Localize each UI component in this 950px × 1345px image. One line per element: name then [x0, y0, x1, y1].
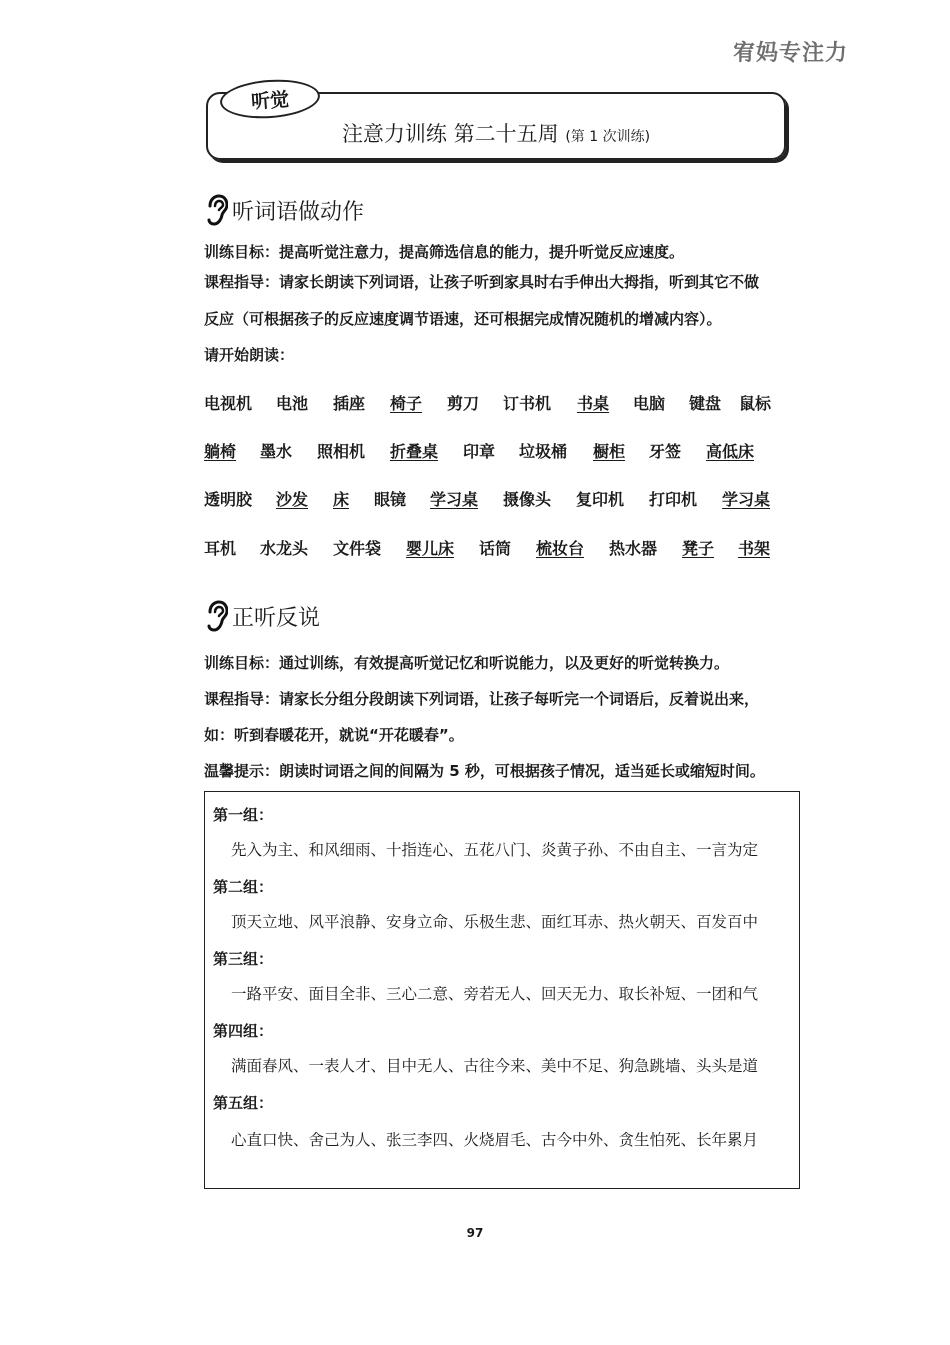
brand-title: 宥妈专注力 — [732, 41, 848, 66]
word-item-furniture: 书桌 — [577, 394, 610, 413]
word-item: 热水器 — [609, 539, 658, 558]
page-number: 97 — [466, 1226, 484, 1240]
idiom-groups-box — [204, 791, 800, 1189]
group-label: 第四组： — [213, 1022, 274, 1040]
group-items: 满面春风、一表人才、目中无人、古往今来、美中不足、狗急跳墙、头头是道 — [231, 1057, 759, 1075]
word-item-furniture: 婴儿床 — [406, 539, 455, 558]
word-item: 耳机 — [204, 539, 237, 558]
section1-goal: 训练目标：提高听觉注意力，提高筛选信息的能力，提升听觉反应速度。 — [204, 243, 685, 261]
ear-icon — [204, 194, 228, 226]
word-item: 墨水 — [260, 442, 293, 461]
section1-start: 请开始朗读： — [204, 346, 295, 364]
word-item: 电池 — [276, 394, 309, 413]
section2-goal: 训练目标：通过训练，有效提高听觉记忆和听说能力，以及更好的听觉转换力。 — [204, 654, 730, 672]
word-item-furniture: 沙发 — [276, 490, 309, 509]
word-item: 插座 — [333, 394, 366, 413]
word-item-furniture: 学习桌 — [722, 490, 771, 509]
group-items: 心直口快、舍己为人、张三李四、火烧眉毛、古今中外、贪生怕死、长年累月 — [231, 1131, 759, 1149]
group-label: 第五组： — [213, 1094, 274, 1112]
word-item: 剪刀 — [447, 394, 480, 413]
word-item-furniture: 凳子 — [682, 539, 715, 558]
word-item: 透明胶 — [204, 490, 253, 509]
section2-tip: 温馨提示：朗读时词语之间的间隔为 5 秒，可根据孩子情况，适当延长或缩短时间。 — [204, 762, 765, 780]
section2-heading — [204, 600, 320, 632]
word-item: 文件袋 — [333, 539, 382, 558]
section2-guide-line1: 课程指导：请家长分组分段朗读下列词语，让孩子每听完一个词语后，反着说出来， — [204, 690, 760, 708]
section1-title: 听词语做动作 — [232, 199, 365, 225]
word-item: 话筒 — [479, 539, 512, 558]
word-item: 电脑 — [633, 394, 666, 413]
word-item-furniture: 学习桌 — [430, 490, 479, 509]
word-row-4 — [0, 536, 950, 558]
word-item: 键盘 — [689, 394, 722, 413]
word-item-furniture: 躺椅 — [204, 442, 237, 461]
section2-title: 正听反说 — [232, 605, 321, 631]
word-item: 订书机 — [503, 394, 552, 413]
word-item: 鼠标 — [739, 394, 772, 413]
word-item: 眼镜 — [374, 490, 407, 509]
word-item: 摄像头 — [503, 490, 552, 509]
banner-title — [208, 118, 784, 148]
banner-subtitle: (第 1 次训练) — [565, 129, 651, 145]
word-item-furniture: 折叠桌 — [390, 442, 439, 461]
word-item: 牙签 — [649, 442, 682, 461]
word-item: 照相机 — [317, 442, 366, 461]
word-item-furniture: 橱柜 — [593, 442, 626, 461]
group-label: 第一组： — [213, 806, 274, 824]
word-row-3 — [0, 487, 950, 509]
word-item: 电视机 — [204, 394, 253, 413]
word-item: 复印机 — [576, 490, 625, 509]
banner-tab-label: 听觉 — [219, 77, 321, 122]
word-item-furniture: 梳妆台 — [536, 539, 585, 558]
word-item-furniture: 床 — [333, 490, 350, 509]
word-row-2 — [0, 439, 950, 461]
week-banner — [206, 88, 786, 160]
word-item-furniture: 高低床 — [706, 442, 755, 461]
group-items: 先入为主、和风细雨、十指连心、五花八门、炎黄子孙、不由自主、一言为定 — [231, 841, 759, 859]
section1-guide-line2: 反应（可根据孩子的反应速度调节语速，还可根据完成情况随机的增减内容）。 — [204, 310, 722, 328]
banner-title-main: 注意力训练 第二十五周 — [341, 122, 559, 146]
group-label: 第二组： — [213, 878, 274, 896]
section2-guide-line2: 如：听到春暖花开，就说“开花暖春”。 — [204, 726, 464, 744]
group-label: 第三组： — [213, 950, 274, 968]
section1-guide-line1: 课程指导：请家长朗读下列词语，让孩子听到家具时右手伸出大拇指，听到其它不做 — [204, 273, 760, 291]
word-item: 垃圾桶 — [519, 442, 568, 461]
word-item-furniture: 书架 — [738, 539, 771, 558]
word-item: 印章 — [463, 442, 496, 461]
ear-icon — [204, 600, 228, 632]
group-items: 顶天立地、风平浪静、安身立命、乐极生悲、面红耳赤、热火朝天、百发百中 — [231, 913, 759, 931]
word-item: 水龙头 — [260, 539, 309, 558]
word-row-1 — [0, 391, 950, 413]
section1-heading — [204, 194, 364, 226]
group-items: 一路平安、面目全非、三心二意、旁若无人、回天无力、取长补短、一团和气 — [231, 985, 759, 1003]
word-item: 打印机 — [649, 490, 698, 509]
word-item-furniture: 椅子 — [390, 394, 423, 413]
